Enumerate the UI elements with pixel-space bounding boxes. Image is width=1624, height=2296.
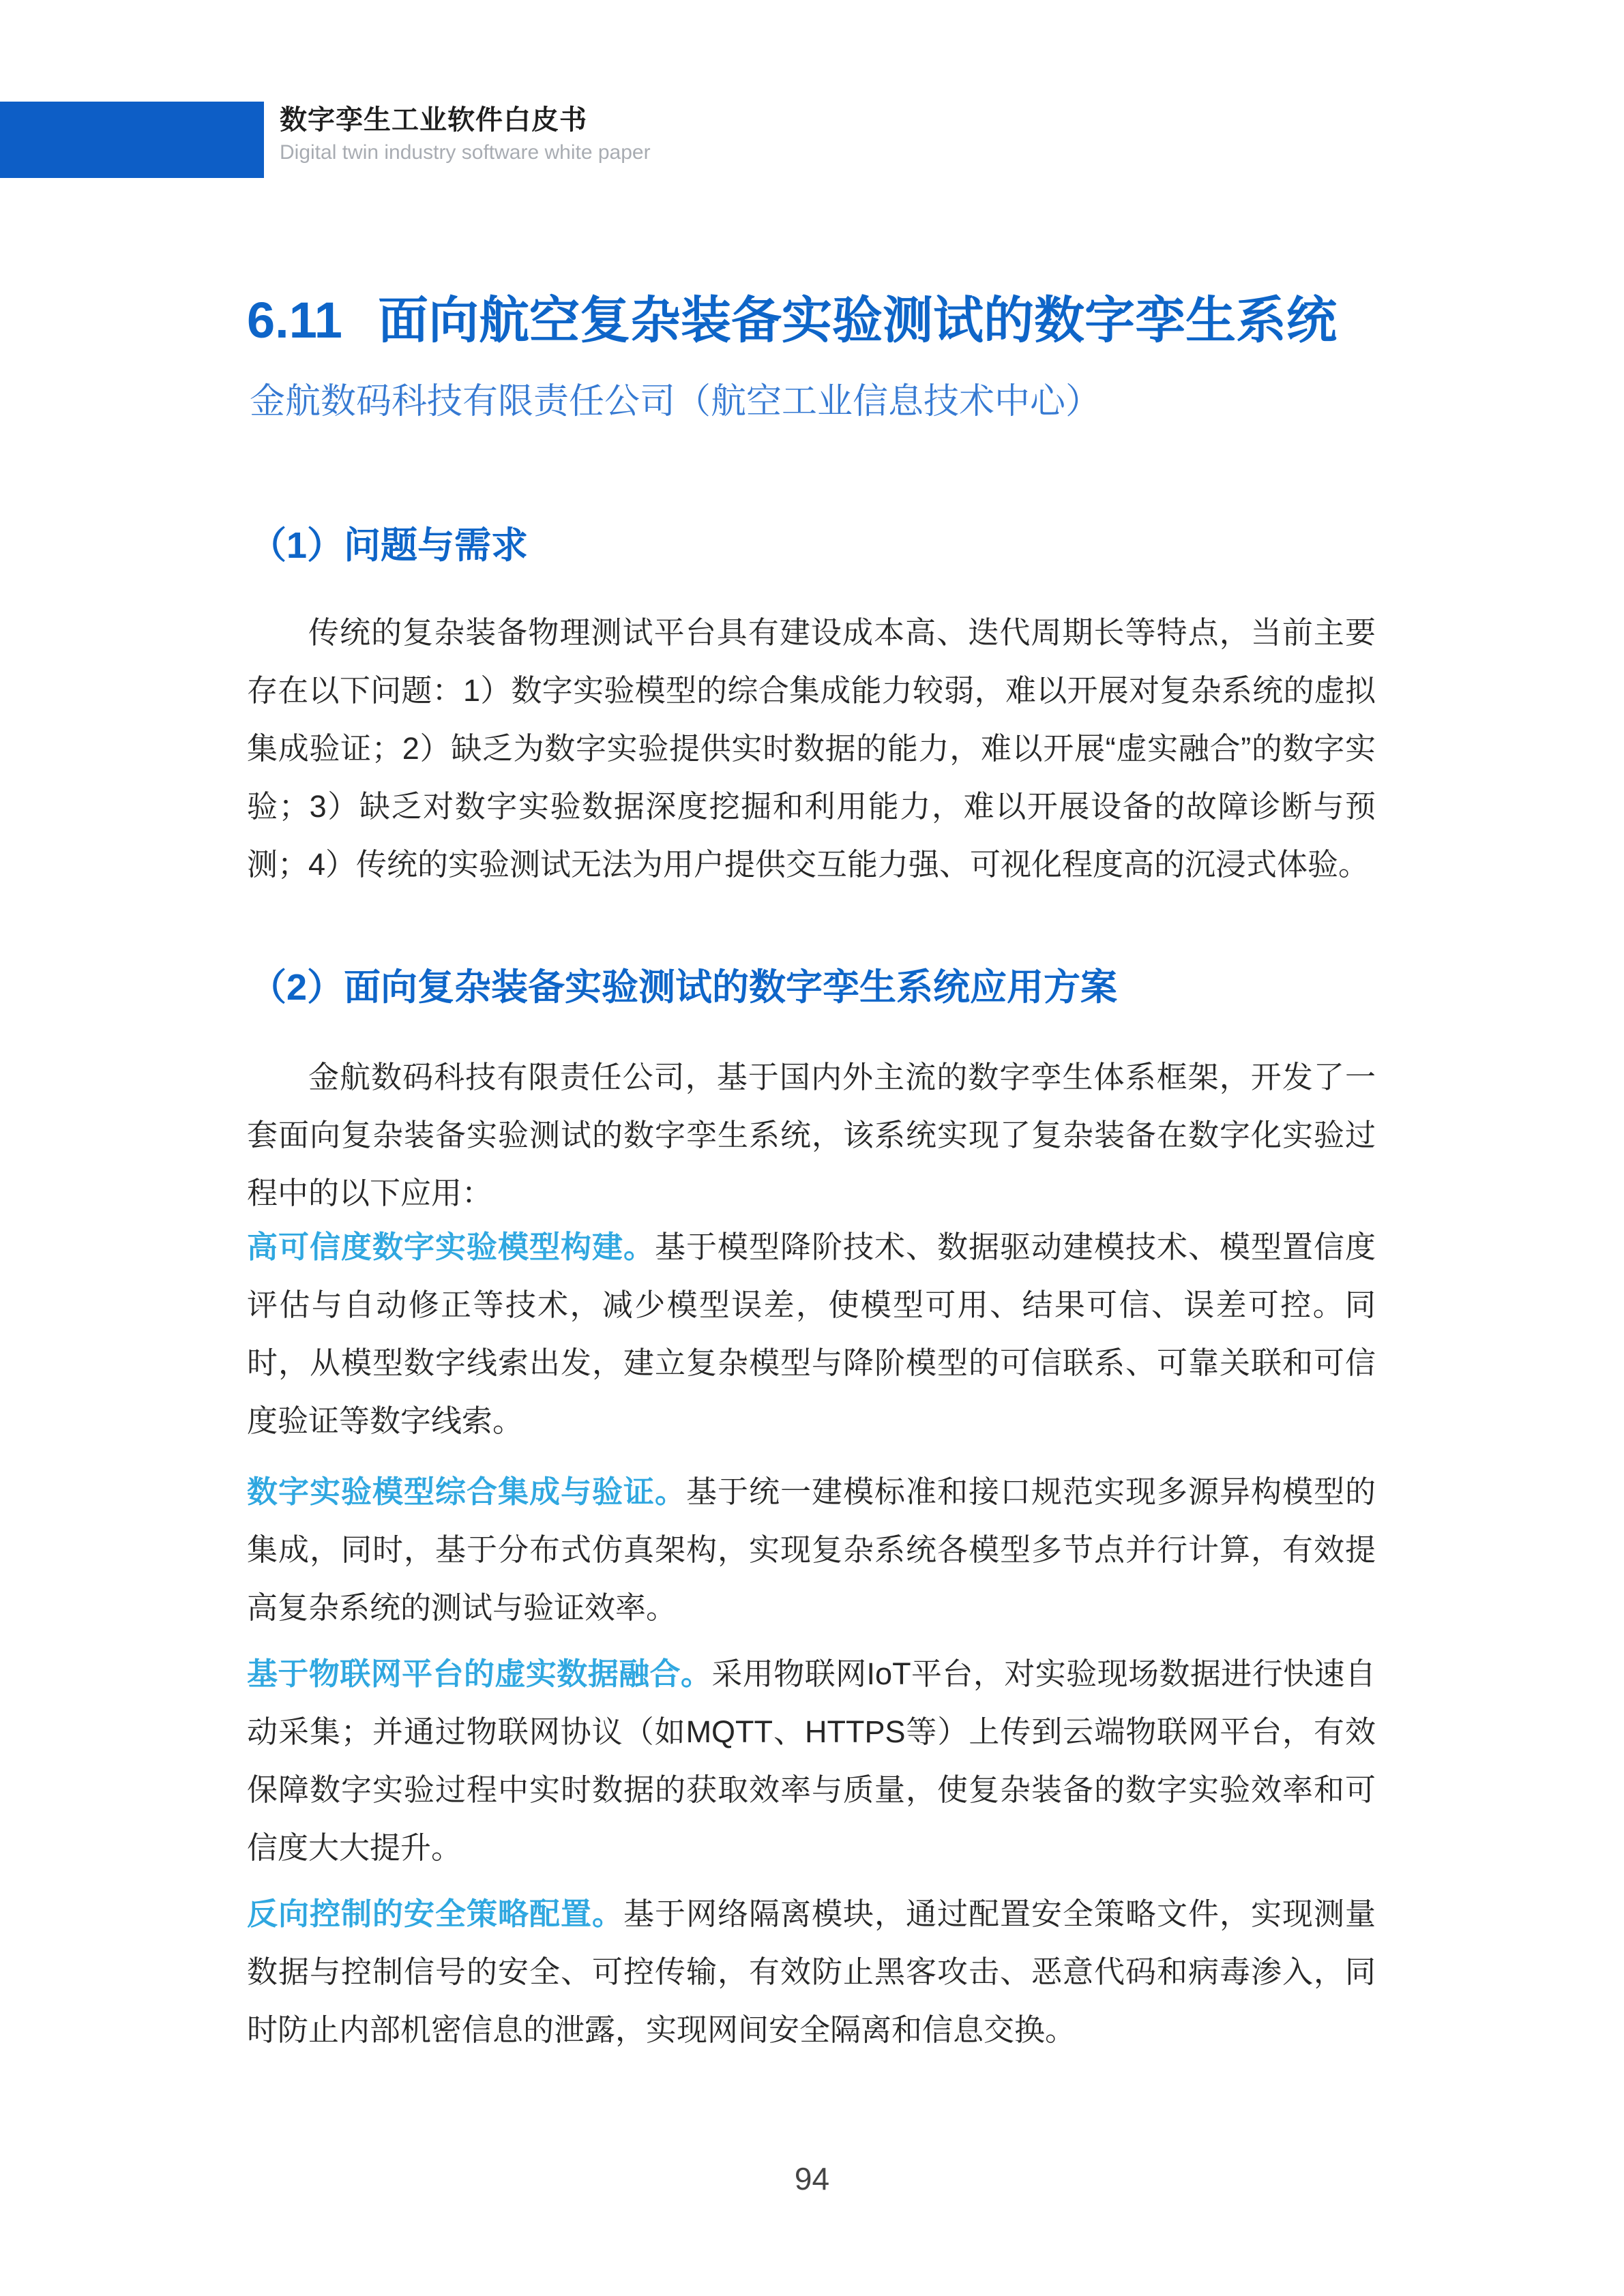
chapter-title: 面向航空复杂装备实验测试的数字孪生系统	[377, 292, 1337, 348]
section-2-intro-paragraph: 金航数码科技有限责任公司，基于国内外主流的数字孪生体系框架，开发了一套面向复杂装备实验测试的数字孪生系统，该系统实现了复杂装备在数字化实验过程中的以下应用：	[247, 1060, 1376, 1210]
header-title-en: Digital twin industry software white paper	[280, 141, 651, 164]
page-number: 94	[794, 2161, 830, 2196]
bullet-paragraph-4	[247, 1885, 1376, 2059]
header-title-cn: 数字孪生工业软件白皮书	[280, 105, 587, 135]
bullet-3-lead: 基于物联网平台的虚实数据融合。	[247, 1656, 712, 1691]
bullet-paragraph-3	[247, 1645, 1376, 1877]
bullet-1-lead: 高可信度数字实验模型构建。	[247, 1229, 655, 1264]
bullet-2-text: 基于统一建模标准和接口规范实现多源异构模型的集成，同时，基于分布式仿真架构，实现复杂系统各模型多节点并行计算，有效提高复杂系统的测试与验证效率。	[247, 1474, 1376, 1625]
section-2-heading: （2）面向复杂装备实验测试的数字孪生系统应用方案	[250, 967, 1118, 1008]
section-1-paragraph: 传统的复杂装备物理测试平台具有建设成本高、迭代周期长等特点，当前主要存在以下问题：1）数字实验模型的综合集成能力较弱，难以开展对复杂系统的虚拟集成验证；2）缺乏为数字实验提供实时数据的能力，难以开展“虚实融合”的数字实验；3）缺乏对数字实验数据深度挖掘和利用能力，难以开展设备的故障诊断与预测；4）传统的实验测试无法为用户提供交互能力强、可视化程度高的沉浸式体验。	[247, 615, 1376, 882]
bullet-2-lead: 数字实验模型综合集成与验证。	[247, 1474, 686, 1509]
bullet-4-lead: 反向控制的安全策略配置。	[247, 1896, 623, 1931]
chapter-number: 6.11	[247, 292, 342, 348]
bullet-paragraph-1	[247, 1218, 1376, 1450]
bullet-4-text: 基于网络隔离模块，通过配置安全策略文件，实现测量数据与控制信号的安全、可控传输，有效防止黑客攻击、恶意代码和病毒渗入，同时防止内部机密信息的泄露，实现网间安全隔离和信息交换。	[247, 1896, 1376, 2047]
section-1-heading: （1）问题与需求	[250, 525, 529, 566]
bullet-3-text: 采用物联网IoT平台，对实验现场数据进行快速自动采集；并通过物联网协议（如MQTT、HTTPS等）上传到云端物联网平台，有效保障数字实验过程中实时数据的获取效率与质量，使复杂装备的数字实验效率和可信度大大提升。	[247, 1656, 1376, 1865]
company-subtitle: 金航数码科技有限责任公司（航空工业信息技术中心）	[250, 382, 1102, 421]
chapter-heading	[247, 290, 1420, 351]
page-header	[280, 102, 651, 168]
header-blue-bar	[0, 102, 264, 178]
bullet-1-text: 基于模型降阶技术、数据驱动建模技术、模型置信度评估与自动修正等技术，减少模型误差，使模型可用、结果可信、误差可控。同时，从模型数字线索出发，建立复杂模型与降阶模型的可信联系、可靠关联和可信度验证等数字线索。	[247, 1229, 1376, 1438]
bullet-paragraph-2	[247, 1463, 1376, 1637]
